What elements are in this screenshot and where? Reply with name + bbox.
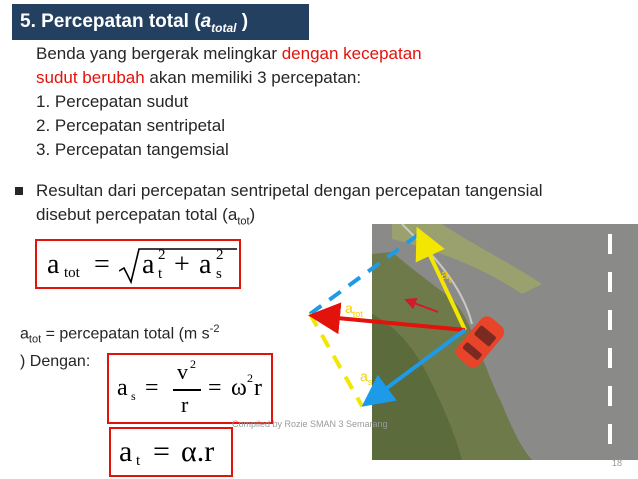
list-item: 1. Percepatan sudut [36,92,189,111]
formula-s-eq1: = [145,375,159,401]
intro-line2-black: akan memiliki 3 percepatan: [144,68,362,87]
credit-text: Compiled by Rozie SMAN 3 Semarang [232,419,388,429]
formula-total-plus: + [174,249,190,280]
dashed-yellow-side [310,314,362,406]
label-atot: $a_{tot}$ [345,300,363,319]
formula-total-s-var: a [199,249,212,280]
formula-s-rhs-sup: 2 [247,371,253,385]
intro-line1-black: Benda yang bergerak melingkar [36,44,282,63]
total-acceleration-arrow [316,316,465,330]
formula-total-lhs-sub: tot [64,265,80,281]
intro-line1-red: dengan kecepatan [281,44,422,63]
list-item: 2. Percepatan sentripetal [36,116,226,135]
list-item: 3. Percepatan tangemsial [36,140,229,159]
formula-t-eq: = [153,435,170,468]
def-var: a [20,325,29,343]
dashed-blue-side [310,232,422,314]
page-number: 18 [612,458,623,468]
label-at: $a_t$ [441,266,452,285]
formula-total-t-sub: t [158,266,163,282]
bullet-text: Resultan dari percepatan sentripetal dengan percepatan tangensial disebut percepatan total (a [36,181,543,224]
formula-s-num-sup: 2 [190,357,196,371]
direction-arrow [406,300,438,312]
formula-s-rhs: ω [231,375,247,401]
formula-total-t-sup: 2 [158,247,166,263]
formula-s-lhs-sub: s [131,389,136,403]
title-prefix: 5. Percepatan total ( [20,11,201,32]
formula-total-s-sub: s [216,266,222,282]
formula-total-eq: = [94,249,110,280]
def-exp: -2 [209,323,220,335]
formula-s-den: r [181,392,189,417]
title-suffix: ) [236,11,249,32]
formula-t-lhs: a [119,435,133,468]
centripetal-arrow [368,330,465,402]
formula-s-rhs-end: r [254,375,262,401]
def-line-2: ) Dengan: [20,352,91,370]
bullet-sub: tot [237,215,250,228]
label-as: $a_s$ [360,368,373,387]
formula-total-t-var: a [142,249,155,280]
bullet-close: ) [249,205,256,224]
formula-t-rhs: α.r [181,435,215,468]
formula-total-lhs: a [47,249,60,280]
formula-s-lhs: a [117,375,128,401]
formula-total-s-sup: 2 [216,247,224,263]
def-text: = percepatan total (m s [41,325,210,343]
intro-line2-red: sudut berubah [36,68,145,87]
formula-s-num: v [177,359,188,384]
formula-s-eq2: = [208,375,222,401]
title-var: a [200,11,212,32]
title-sub: total [211,20,237,35]
def-sub: tot [28,333,42,346]
formula-t-lhs-sub: t [136,453,141,469]
